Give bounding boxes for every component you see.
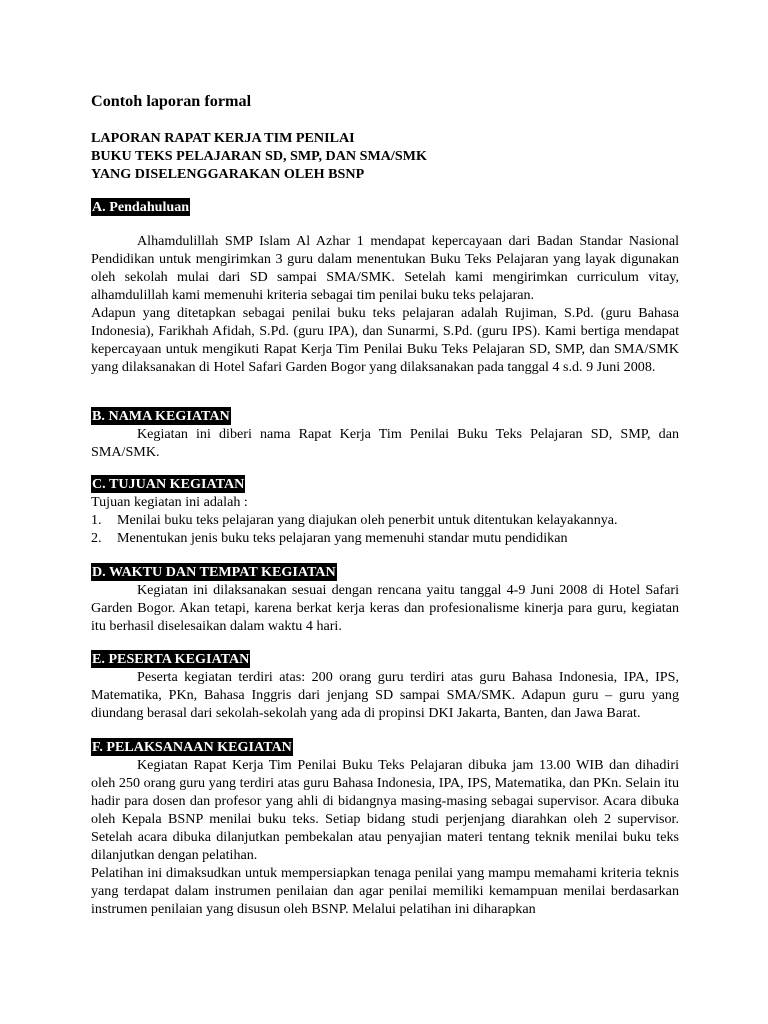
section-heading-waktu-tempat: D. WAKTU DAN TEMPAT KEGIATAN [92, 564, 336, 580]
pendahuluan-paragraph-1: Alhamdulillah SMP Islam Al Azhar 1 mendapat kepercayaan dari Badan Standar Nasional Pendidikan untuk mengirimkan 3 guru dalam menentukan Buku Teks Pelajaran yang layak digunakan oleh sekolah mulai dari SD sampai SMA/SMK. Setelah kami mengirimkan curriculum vitay, alhamdulillah kami memenuhi kriteria sebagai tim penilai buku teks pelajaran. [91, 233, 679, 303]
section-tujuan-kegiatan [91, 475, 679, 547]
list-item-text: Menentukan jenis buku teks pelajaran yang memenuhi standar mutu pendidikan [117, 530, 568, 546]
section-heading-pendahuluan: A. Pendahuluan [92, 199, 190, 215]
section-waktu-tempat [91, 563, 679, 635]
list-item [91, 511, 679, 529]
nama-kegiatan-paragraph: Kegiatan ini diberi nama Rapat Kerja Tim Penilai Buku Teks Pelajaran SD, SMP, dan SMA/SMK. [91, 426, 679, 460]
section-heading-pelaksanaan-kegiatan: F. PELAKSANAAN KEGIATAN [92, 739, 292, 755]
section-heading-tujuan-kegiatan: C. TUJUAN KEGIATAN [92, 476, 245, 492]
tujuan-list [91, 511, 679, 547]
section-pelaksanaan-kegiatan [91, 738, 679, 918]
pendahuluan-paragraph-2: Adapun yang ditetapkan sebagai penilai buku teks pelajaran adalah Rujiman, S.Pd. (guru Bahasa Indonesia), Farikhah Afidah, S.Pd. (guru IPA), dan Sunarmi, S.Pd. (guru IPS). Kami bertiga mendapat kepercayaan untuk mengikuti Rapat Kerja Tim Penilai Buku Teks Pelajaran SD, SMP, dan SMA/SMK yang dilaksanakan di Hotel Safari Garden Bogor yang dilaksanakan pada tanggal 4 s.d. 9 Juni 2008. [91, 305, 679, 375]
report-title-line-1: LAPORAN RAPAT KERJA TIM PENILAI [91, 130, 355, 146]
peserta-kegiatan-paragraph: Peserta kegiatan terdiri atas: 200 orang guru terdiri atas guru Bahasa Indonesia, IPA, IPS, Matematika, PKn, Bahasa Inggris dari jenjang SD sampai SMA/SMK. Adapun guru – guru yang diundang berasal dari sekolah-sekolah yang ada di propinsi DKI Jakarta, Banten, dan Jawa Barat. [91, 669, 679, 721]
report-title-line-2: BUKU TEKS PELAJARAN SD, SMP, DAN SMA/SMK [91, 148, 427, 164]
report-title [91, 129, 427, 183]
waktu-tempat-paragraph: Kegiatan ini dilaksanakan sesuai dengan rencana yaitu tanggal 4-9 Juni 2008 di Hotel Safari Garden Bogor. Akan tetapi, karena berkat kerja keras dan profesionalisme kinerja para guru, kegiatan itu berhasil diselesaikan dalam waktu 4 hari. [91, 582, 679, 634]
section-heading-nama-kegiatan: B. NAMA KEGIATAN [92, 408, 230, 424]
tujuan-intro: Tujuan kegiatan ini adalah : [91, 494, 248, 510]
section-pendahuluan [91, 198, 679, 376]
pelaksanaan-paragraph-2: Pelatihan ini dimaksudkan untuk mempersiapkan tenaga penilai yang mampu memahami kriteria teknis yang terdapat dalam instrumen penilaian dan agar penilai memiliki kemampuan menilai berdasarkan instrumen penilaian yang disusun oleh BSNP. Melalui pelatihan ini diharapkan [91, 865, 679, 917]
pelaksanaan-paragraph-1: Kegiatan Rapat Kerja Tim Penilai Buku Teks Pelajaran dibuka jam 13.00 WIB dan dihadiri oleh 250 orang guru yang terdiri atas guru Bahasa Indonesia, IPA, IPS, Matematika, dan PKn. Selain itu hadir para dosen dan profesor yang ahli di bidangnya masing-masing sebagai supervisor. Acara dibuka oleh Kepala BSNP menilai buku teks. Setiap bidang studi perjenjang diarahkan oleh 2 supervisor. Setelah acara dibuka dilanjutkan pembekalan atau penyajian materi tentang teknik menilai buku teks dilanjutkan dengan pelatihan. [91, 757, 679, 863]
list-item-number: 1. [91, 512, 102, 528]
section-peserta-kegiatan [91, 650, 679, 722]
list-item [91, 529, 679, 547]
list-item-number: 2. [91, 530, 102, 546]
report-title-line-3: YANG DISELENGGARAKAN OLEH BSNP [91, 166, 365, 182]
list-item-text: Menilai buku teks pelajaran yang diajukan oleh penerbit untuk ditentukan kelayakannya. [117, 512, 618, 528]
section-heading-peserta-kegiatan: E. PESERTA KEGIATAN [92, 651, 250, 667]
document-title: Contoh laporan formal [91, 92, 252, 110]
section-nama-kegiatan [91, 407, 679, 461]
